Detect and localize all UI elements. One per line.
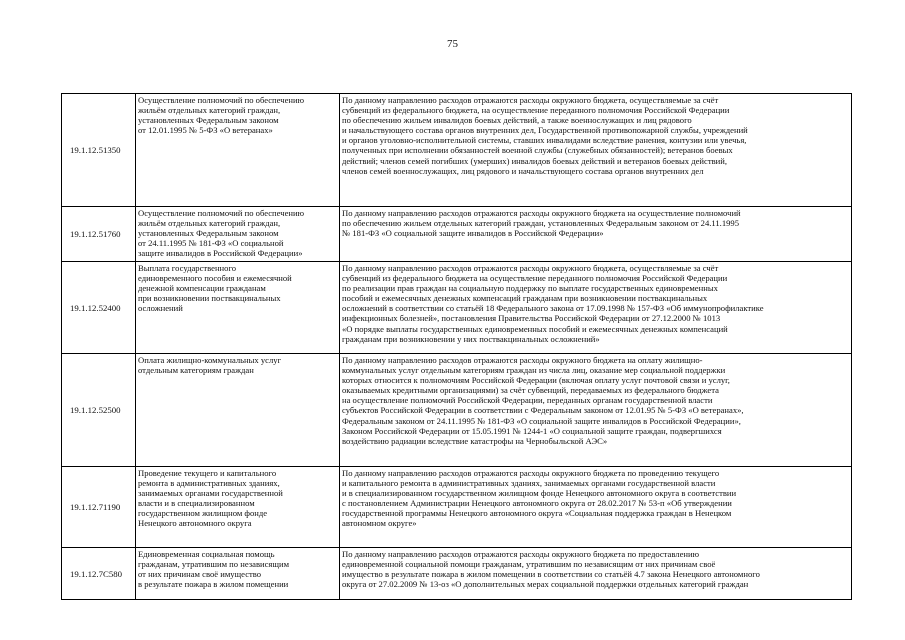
expense-name-line: Осуществление полномочий по обеспечению bbox=[138, 208, 305, 218]
expense-description-line: по обеспечению жильем инвалидов боевых действий, а также военнослужащих и лиц рядового bbox=[342, 115, 692, 126]
expense-description-line: субвенций из федерального бюджета, на осуществление переданного полномочия Российской Федерации bbox=[342, 105, 730, 116]
expense-description-line: полученных при исполнении обязанностей военной службы (служебных обязанностей); ветеранов боевых bbox=[342, 145, 733, 156]
expense-name-line: жильём отдельных категорий граждан, bbox=[138, 105, 281, 116]
expense-name-line: установленных Федеральным законом bbox=[138, 115, 279, 126]
expense-description-line: коммунальных услуг отдельным категориям граждан из числа лиц, оказание мер социальной поддержки bbox=[342, 365, 726, 376]
expense-name-cell bbox=[136, 467, 340, 548]
expense-description-line: По данному направлению расходов отражаются расходы окружного бюджета на осуществление полномочий bbox=[342, 208, 741, 218]
expense-description-line: и в специализированном государственном жилищном фонде Ненецкого автономного округа в соответствии bbox=[342, 488, 737, 499]
expense-name-line: в результате пожара в жилом помещении bbox=[138, 579, 289, 590]
expense-description-line: По данному направлению расходов отражаются расходы окружного бюджета, осуществляемые за счёт bbox=[342, 263, 719, 273]
expense-description-line: инфекционных болезней», постановления Правительства Российской Федерации от 27.12.2000 № 1013 bbox=[342, 313, 721, 324]
expense-name-cell bbox=[136, 94, 340, 207]
expense-description-line: и начальствующего состава органов внутренних дел, Государственной противопожарной службы, учреждений bbox=[342, 125, 748, 136]
expense-name-line: Осуществление полномочий по обеспечению bbox=[138, 95, 305, 105]
expense-description-line: Федеральным законом от 24.11.1995 № 181-ФЗ «О социальной защите инвалидов в Российской Федерации», bbox=[342, 415, 741, 426]
expense-description-line: по обеспечению жильем отдельных категорий граждан, установленных Федеральным законом от 24.11.1995 bbox=[342, 218, 740, 229]
expense-name-cell bbox=[136, 548, 340, 600]
expense-description-line: По данному направлению расходов отражаются расходы окружного бюджета по проведению текущего bbox=[342, 468, 720, 478]
expense-name-line: гражданам, утратившим по независящим bbox=[138, 559, 290, 570]
expense-name-line: Оплата жилищно-коммунальных услуг bbox=[138, 355, 282, 365]
expense-name-line: государственном жилищном фонде bbox=[138, 508, 268, 519]
expense-name-line: власти и в специализированном bbox=[138, 498, 255, 509]
expense-name-line: защите инвалидов в Российской Федерации» bbox=[138, 248, 303, 259]
expense-description-line: осложнений в соответствии со статьёй 18 Федерального закона от 17.09.1998 № 157-ФЗ «Об иммунопрофилактике bbox=[342, 303, 764, 314]
expense-name-line: отдельным категориям граждан bbox=[138, 365, 254, 376]
table-row bbox=[62, 262, 852, 354]
expense-description-line: единовременной социальной помощи гражданам, утратившим по независящим от них причинам своё bbox=[342, 559, 716, 570]
expense-description-line: Законом Российской Федерации от 15.05.1991 № 1244-1 «О социальной защите граждан, подвергшихся bbox=[342, 425, 722, 436]
budget-code-cell: 19.1.12.51350 bbox=[62, 94, 136, 207]
expense-description-line: округа от 27.02.2009 № 13-оз «О дополнительных мерах социальной поддержки отдельных категорий граждан bbox=[342, 579, 749, 590]
expense-description-line: По данному направлению расходов отражаются расходы окружного бюджета на оплату жилищно- bbox=[342, 355, 703, 365]
budget-code-cell: 19.1.12.52400 bbox=[62, 262, 136, 354]
expense-name-line: от 24.11.1995 № 181-ФЗ «О социальной bbox=[138, 238, 284, 249]
expense-description-line: имущество в результате пожара в жилом помещении в соответствии со статьёй 4.7 закона Ненецкого автономного bbox=[342, 569, 760, 580]
expense-description-cell bbox=[340, 94, 852, 207]
expense-description-line: и капитального ремонта в административных зданиях, занимаемых органами государственной власти bbox=[342, 478, 716, 489]
expense-name-line: от них причинам своё имущество bbox=[138, 569, 262, 580]
expense-name-line: Ненецкого автономного округа bbox=[138, 518, 252, 529]
budget-code-cell: 19.1.12.51760 bbox=[62, 207, 136, 262]
table-row bbox=[62, 354, 852, 467]
expense-name-line: занимаемых органами государственной bbox=[138, 488, 283, 499]
expense-name-line: Проведение текущего и капитального bbox=[138, 468, 277, 478]
expense-name-line: установленных Федеральным законом bbox=[138, 228, 279, 239]
expense-description-line: № 181-ФЗ «О социальной защите инвалидов в Российской Федерации» bbox=[342, 228, 604, 239]
budget-classification-table bbox=[61, 93, 852, 600]
expense-name-line: ремонта в административных зданиях, bbox=[138, 478, 280, 489]
expense-description-line: По данному направлению расходов отражаются расходы окружного бюджета, осуществляемые за счёт bbox=[342, 95, 719, 105]
expense-description-cell bbox=[340, 262, 852, 354]
expense-description-line: автономном округе» bbox=[342, 518, 417, 529]
page-number: 75 bbox=[447, 38, 458, 50]
table-row bbox=[62, 94, 852, 207]
expense-description-cell bbox=[340, 207, 852, 262]
table-row bbox=[62, 467, 852, 548]
expense-description-line: по реализации прав граждан на социальную поддержку по выплате государственных единовременных bbox=[342, 283, 718, 294]
expense-description-line: с постановлением Администрации Ненецкого автономного округа от 28.02.2017 № 53-п «Об утверждении bbox=[342, 498, 732, 509]
expense-name-line: осложнений bbox=[138, 303, 183, 314]
expense-name-line: денежной компенсации гражданам bbox=[138, 283, 266, 294]
expense-description-line: субвенций из федерального бюджета на осуществление переданного полномочия Российской Федерации bbox=[342, 273, 728, 284]
expense-name-line: при возникновении поствакцинальных bbox=[138, 293, 281, 304]
expense-name-line: жильём отдельных категорий граждан, bbox=[138, 218, 281, 229]
expense-name-line: Единовременная социальная помощь bbox=[138, 549, 275, 559]
expense-description-cell bbox=[340, 354, 852, 467]
expense-description-line: членов семей военнослужащих, лиц рядового и начальствующего состава органов внутренних дел bbox=[342, 165, 704, 176]
expense-name-cell bbox=[136, 262, 340, 354]
expense-description-line: По данному направлению расходов отражаются расходы окружного бюджета по предоставлению bbox=[342, 549, 699, 559]
expense-description-line: воздействию радиации вследствие катастрофы на Чернобыльской АЭС» bbox=[342, 435, 608, 446]
expense-description-cell bbox=[340, 548, 852, 600]
expense-name-line: единовременного пособия и ежемесячной bbox=[138, 273, 292, 284]
expense-description-line: государственной программы Ненецкого автономного округа «Социальная поддержка граждан в Ненецком bbox=[342, 508, 732, 519]
expense-description-line: гражданам при возникновении у них поствакцинальных осложнений» bbox=[342, 333, 600, 344]
expense-description-line: на осуществление полномочий Российской Федерации, переданных органам государственной власти bbox=[342, 395, 713, 406]
expense-name-cell bbox=[136, 207, 340, 262]
budget-code-cell: 19.1.12.71190 bbox=[62, 467, 136, 548]
expense-name-line: Выплата государственного bbox=[138, 263, 237, 273]
budget-code-cell: 19.1.12.7С580 bbox=[62, 548, 136, 600]
expense-name-line: от 12.01.1995 № 5-ФЗ «О ветеранах» bbox=[138, 125, 273, 136]
expense-description-line: оказываемых кредитными организациями) за счёт субвенций, передаваемых из федерального бюджета bbox=[342, 385, 719, 396]
expense-name-cell bbox=[136, 354, 340, 467]
table-row bbox=[62, 548, 852, 600]
expense-description-line: «О порядке выплаты государственных единовременных пособий и ежемесячных денежных компенсаций bbox=[342, 323, 728, 334]
expense-description-line: субъектов Российской Федерации в соответствии с Федеральным законом от 12.01.95 № 5-ФЗ «О ветеранах», bbox=[342, 405, 744, 416]
expense-description-cell bbox=[340, 467, 852, 548]
budget-code-cell: 19.1.12.52500 bbox=[62, 354, 136, 467]
expense-description-line: действий; членов семей погибших (умерших) инвалидов боевых действий и ветеранов боевых действий, bbox=[342, 155, 727, 166]
table-row bbox=[62, 207, 852, 262]
expense-description-line: которых относится к полномочиям Российской Федерации (включая оплату услуг почтовой связи и услуг, bbox=[342, 375, 730, 386]
expense-description-line: и органов уголовно-исполнительной системы, ставших инвалидами вследствие ранения, контузии или увечья, bbox=[342, 135, 747, 146]
expense-description-line: пособий и ежемесячных денежных компенсаций гражданам при возникновении поствакцинальных bbox=[342, 293, 708, 304]
